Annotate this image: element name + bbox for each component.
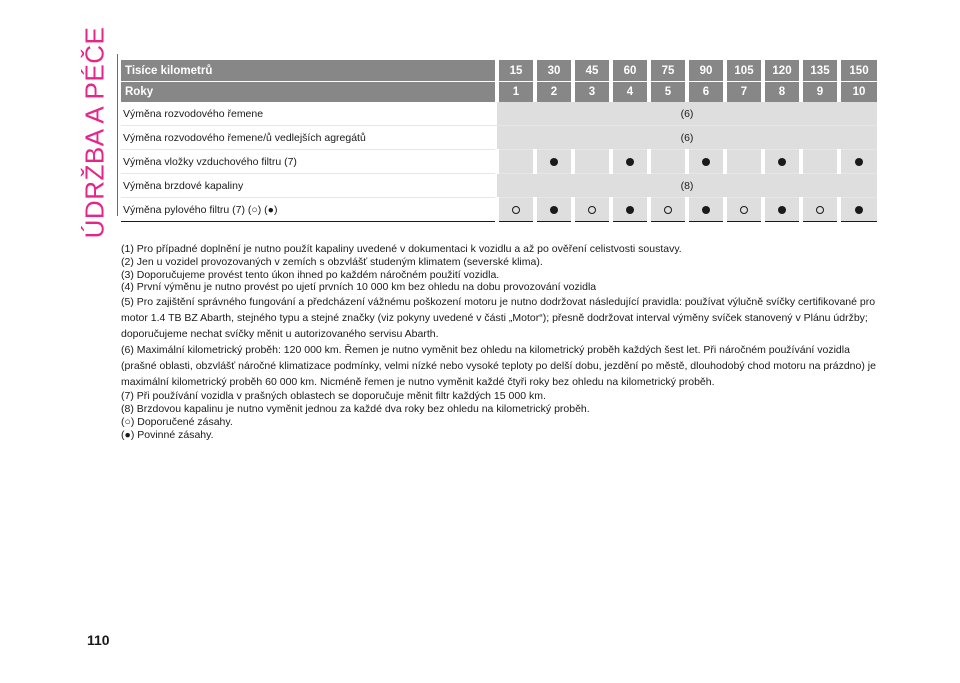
row-label: Výměna brzdové kapaliny [121,174,497,198]
header-years-cell: 2 [535,82,573,103]
mandatory-dot-icon [778,206,786,214]
mandatory-dot-icon [550,158,558,166]
mandatory-dot-icon [702,206,710,214]
footnote: (6) Maximální kilometrický proběh: 120 000 km. Řemen je nutno vyměnit bez ohledu na kilometrický proběh každých šest let. Při náročném používání vozidla (prašné oblasti, obzvlášť náročné klimatizace podmínky, velmi nízké nebo vysoké teploty po delší dobu, jezdění po městě, dlouhodobý chod motoru na prázdno) je maximální kilometrický proběh 60 000 km. Nicméně řemen je nutno vyměnit každé čtyři roky bez ohledu na kilometrický proběh. [121,344,876,389]
section-title-text: ÚDRŽBA A PÉČE [79,26,110,238]
header-row-km [121,60,878,82]
header-km-cell: 45 [573,60,611,82]
mandatory-dot-icon [855,158,863,166]
row-mark-cell [649,198,687,222]
header-years-cell: 1 [497,82,535,103]
header-km-cell: 105 [725,60,763,82]
row-mark-cell [649,150,687,174]
footnote: (○) Doporučené zásahy. [121,415,233,428]
section-divider [117,54,118,216]
row-mark-cell [763,150,801,174]
row-mark-cell [801,150,839,174]
header-years-cell: 6 [687,82,725,103]
header-km-cell: 60 [611,60,649,82]
page-number: 110 [87,632,110,648]
recommended-ring-icon [740,206,748,214]
header-row-years [121,82,878,103]
header-years-cell: 10 [839,82,877,103]
section-title [72,26,118,238]
row-interval-note: (6) [497,102,877,126]
row-mark-cell [535,198,573,222]
header-km-cell: 75 [649,60,687,82]
row-mark-cell [497,150,535,174]
header-km-cell: 135 [801,60,839,82]
table-row [121,174,878,198]
row-mark-cell [687,198,725,222]
recommended-ring-icon [588,206,596,214]
table-row [121,126,878,150]
header-years-cell: 5 [649,82,687,103]
row-interval-note: (6) [497,126,877,150]
mandatory-dot-icon [702,158,710,166]
header-km-cell: 90 [687,60,725,82]
header-km-label: Tisíce kilometrů [121,60,497,82]
row-mark-cell [535,150,573,174]
footnote: (8) Brzdovou kapalinu je nutno vyměnit jednou za každé dva roky bez ohledu na kilometrický proběh. [121,402,590,415]
mandatory-dot-icon [626,158,634,166]
header-years-cell: 4 [611,82,649,103]
table-row [121,198,878,222]
mandatory-dot-icon [550,206,558,214]
row-mark-cell [801,198,839,222]
row-mark-cell [687,150,725,174]
table-row [121,150,878,174]
mandatory-dot-icon [778,158,786,166]
header-km-cell: 150 [839,60,877,82]
row-mark-cell [611,198,649,222]
footnote: (5) Pro zajištění správného fungování a předcházení vážnému poškození motoru je nutno dodržovat následující pravidla: používat výlučně svíčky certifikované pro motor 1.4 TB BZ Abarth, stejného typu a stejné značky (viz pokyny uvedené v části „Motor“); přesně dodržovat interval výměny svíček stanovený v Plánu údržby; doporučujeme nechat svíčky měnit u autorizovaného servisu Abarth. [121,296,876,341]
row-mark-cell [725,150,763,174]
footnotes [121,243,878,441]
row-mark-cell [573,198,611,222]
row-mark-cell [497,198,535,222]
header-years-cell: 9 [801,82,839,103]
footnote: (1) Pro případné doplnění je nutno použít kapaliny uvedené v dokumentaci k vozidlu a až po ověření celistvosti soustavy. [121,243,682,255]
header-years-cell: 3 [573,82,611,103]
header-years-cell: 7 [725,82,763,103]
table-row [121,102,878,126]
header-years-cell: 8 [763,82,801,103]
recommended-ring-icon [512,206,520,214]
row-mark-cell [573,150,611,174]
maintenance-schedule-table [121,60,878,222]
footnote: (2) Jen u vozidel provozovaných v zemích s obzvlášť studeným klimatem (severské klima). [121,255,543,268]
header-years-label: Roky [121,82,497,103]
header-km-cell: 30 [535,60,573,82]
row-mark-cell [763,198,801,222]
header-km-cell: 120 [763,60,801,82]
row-interval-note: (8) [497,174,877,198]
footnote: (7) Při používání vozidla v prašných oblastech se doporučuje měnit filtr každých 15 000 km. [121,390,546,403]
mandatory-dot-icon [855,206,863,214]
row-label: Výměna pylového filtru (7) (○) (●) [121,198,497,222]
row-label: Výměna rozvodového řemene/ů vedlejších agregátů [121,126,497,150]
row-mark-cell [725,198,763,222]
row-label: Výměna rozvodového řemene [121,102,497,126]
recommended-ring-icon [664,206,672,214]
row-mark-cell [839,150,877,174]
row-mark-cell [839,198,877,222]
recommended-ring-icon [816,206,824,214]
footnote: (3) Doporučujeme provést tento úkon ihned po každém náročném použití vozidla. [121,268,500,281]
footnote: (4) První výměnu je nutno provést po ujetí prvních 10 000 km bez ohledu na dobu provozování vozidla [121,281,597,294]
row-mark-cell [611,150,649,174]
header-km-cell: 15 [497,60,535,82]
mandatory-dot-icon [626,206,634,214]
footnote: (●) Povinné zásahy. [121,428,214,441]
row-label: Výměna vložky vzduchového filtru (7) [121,150,497,174]
